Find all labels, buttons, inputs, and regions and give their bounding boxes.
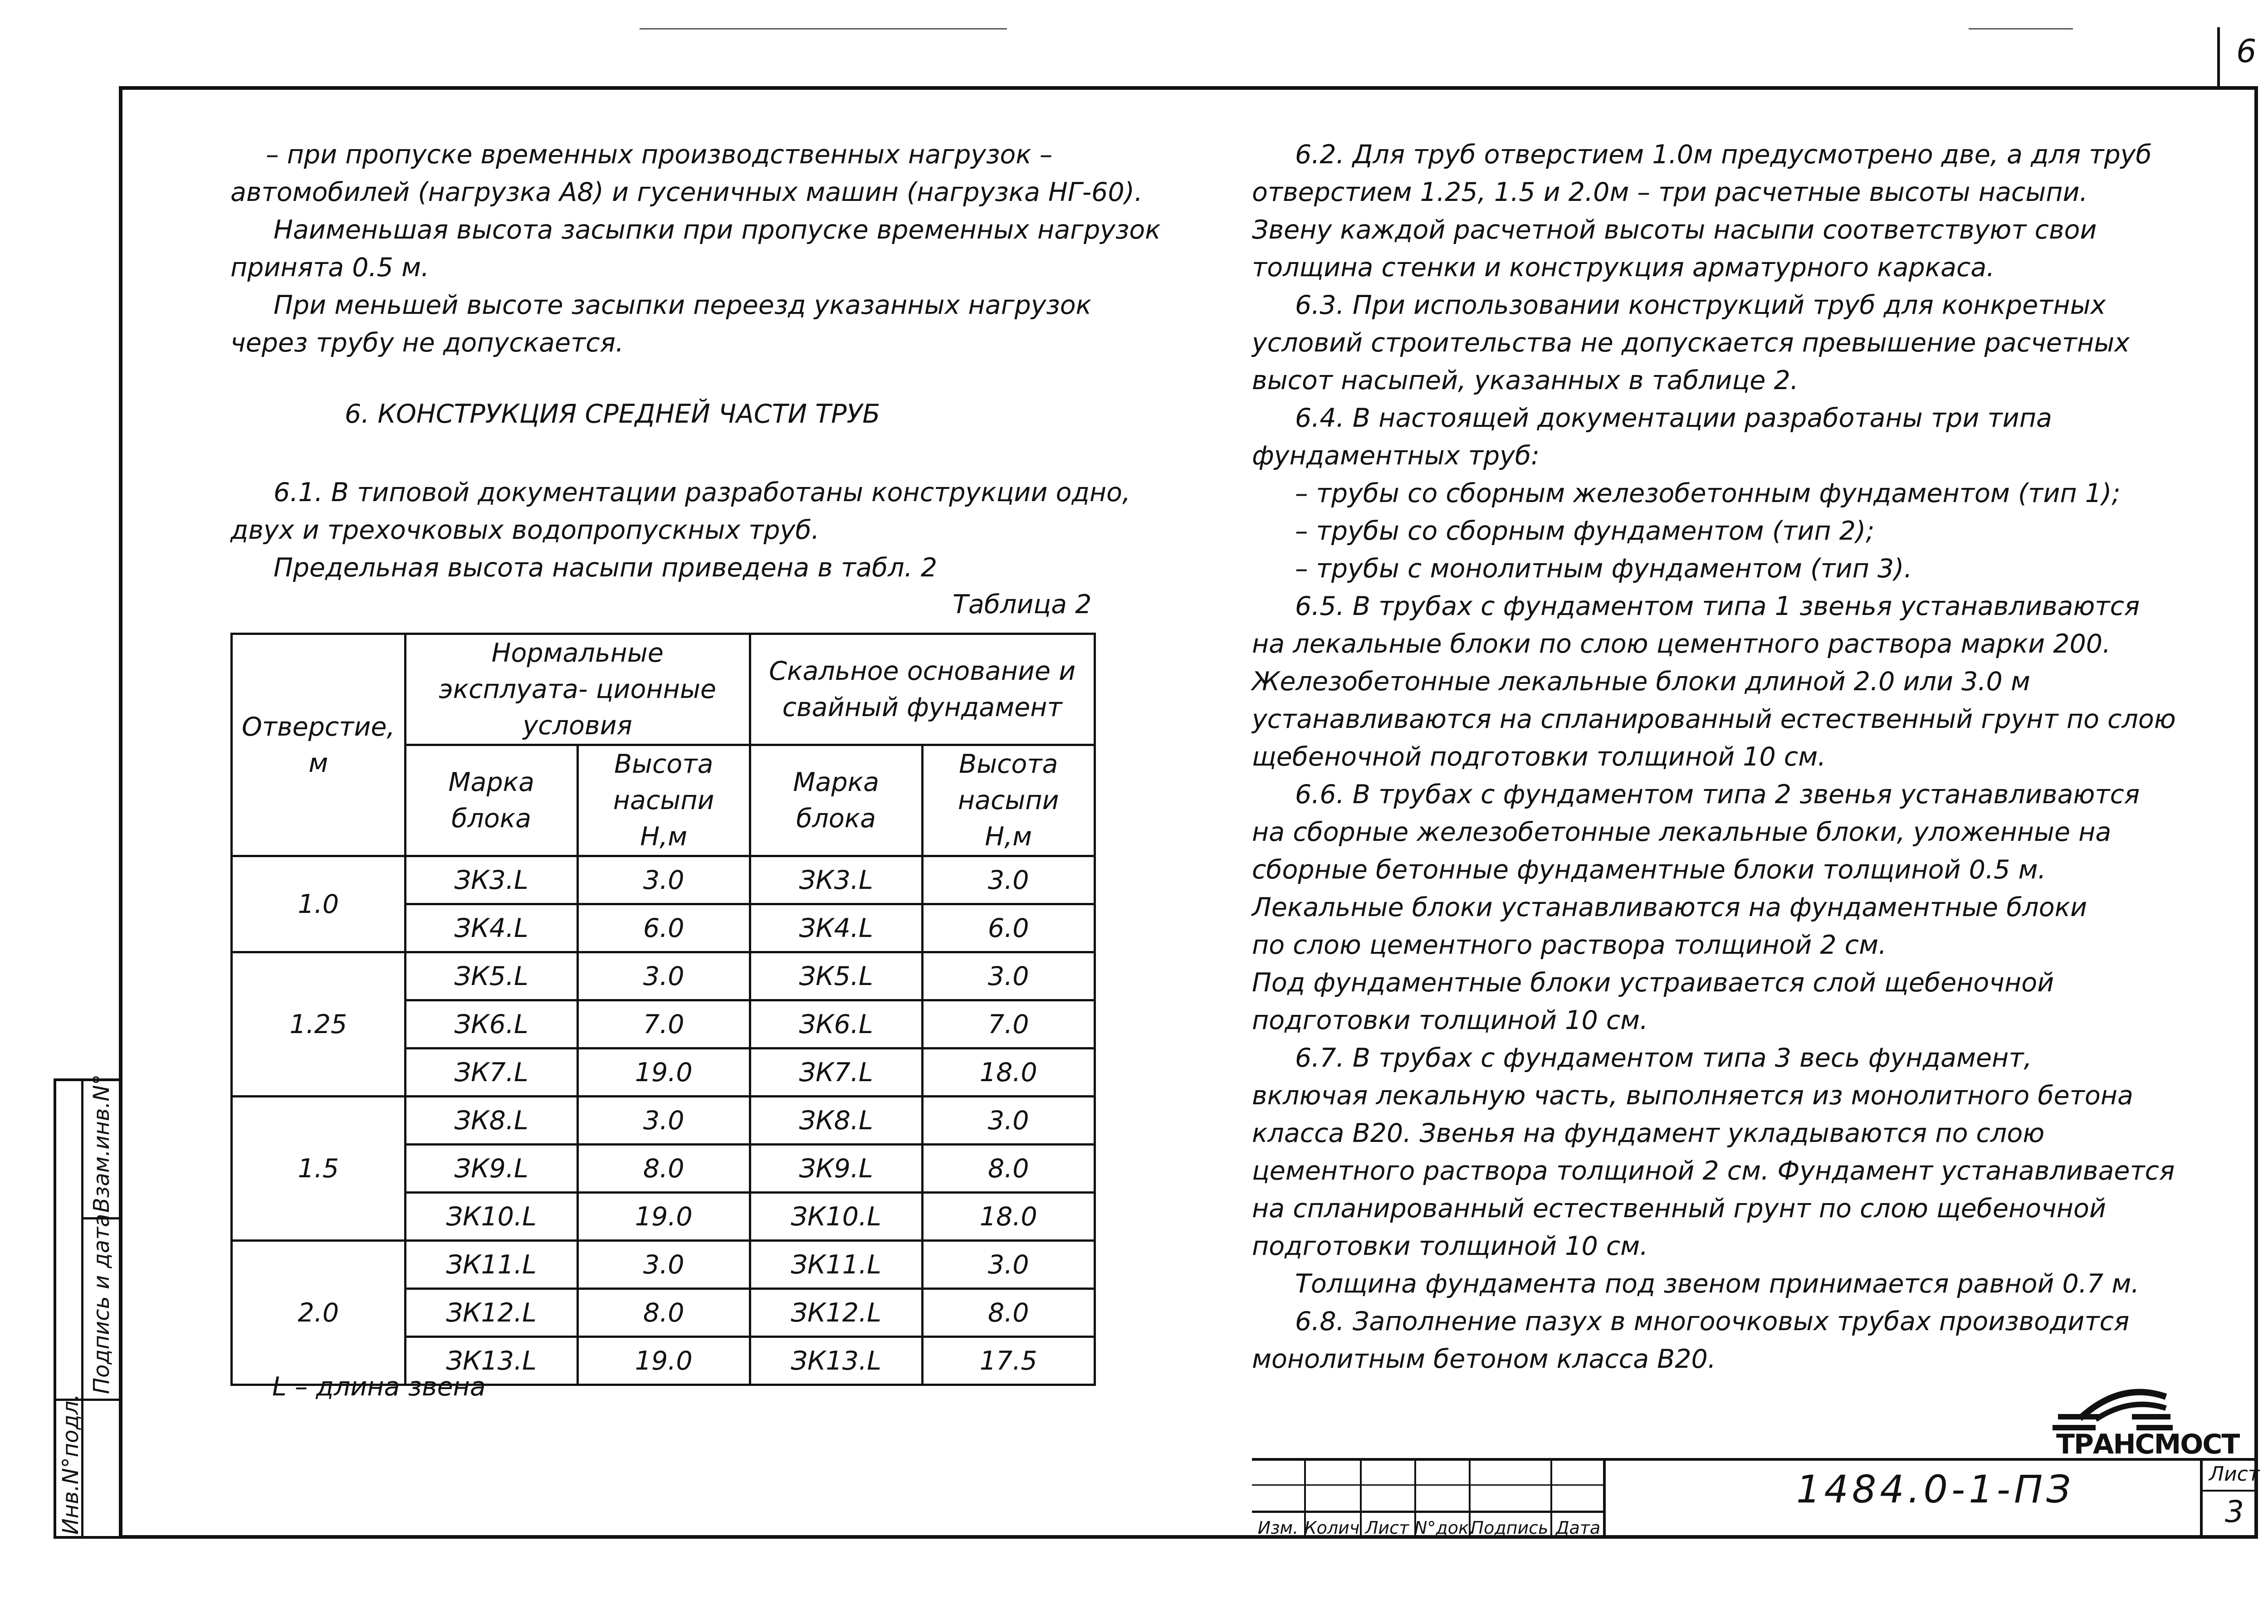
side-stamp-hline-2 (83, 1399, 119, 1401)
text-line: Предельная высота насыпи приведена в табл. 2 (274, 553, 938, 583)
stamp-label-ndok: N°док. (1414, 1518, 1474, 1538)
cell-height: 18.0 (922, 1193, 1095, 1241)
cell-height: 3.0 (577, 1097, 750, 1145)
header-height: Высота насыпи Н,м (922, 745, 1095, 856)
sheet-number: 3 (2225, 1494, 2244, 1529)
right-text (1252, 136, 2176, 1378)
text-line: 6.4. В настоящей документации разработаны три типа (1295, 403, 2052, 433)
cell-mark: ЗК13.L (750, 1337, 922, 1385)
cell-opening: 1.0 (232, 856, 406, 952)
cell-mark: ЗК10.L (405, 1193, 577, 1241)
cell-mark: ЗК12.L (750, 1289, 922, 1337)
table-2 (230, 633, 1096, 1386)
text-line: толщина стенки и конструкция арматурного каркаса. (1252, 253, 1995, 283)
cell-height: 3.0 (577, 1241, 750, 1289)
cell-mark: ЗК4.L (750, 904, 922, 952)
text-line: Толщина фундамента под звеном принимается равной 0.7 м. (1295, 1269, 2140, 1299)
header-opening: Отверстие, м (232, 634, 406, 856)
header-mark: Марка блока (405, 745, 577, 856)
page-number: 6 (2236, 33, 2257, 70)
cell-mark: ЗК8.L (750, 1097, 922, 1145)
cell-opening: 1.5 (232, 1097, 406, 1241)
document-code: 1484.0-1-ПЗ (1796, 1467, 2074, 1512)
text-line: на сборные железобетонные лекальные блоки, уложенные на (1252, 817, 2112, 847)
transmost-logo-graphic (2053, 1383, 2252, 1456)
text-line: 6.2. Для труб отверстием 1.0м предусмотрено две, а для труб (1295, 140, 2152, 170)
cell-height: 3.0 (922, 856, 1095, 904)
cell-height: 18.0 (922, 1049, 1095, 1097)
text-line: Под фундаментные блоки устраивается слой щебеночной (1252, 968, 2054, 998)
cell-height: 6.0 (922, 904, 1095, 952)
header-mark: Марка блока (750, 745, 922, 856)
title-block (1252, 1458, 2258, 1539)
table-body (232, 856, 1095, 1385)
table-note: L – длина звена (272, 1372, 486, 1402)
stamp-label-data: Дата (1555, 1518, 1601, 1538)
cell-mark: ЗК9.L (405, 1145, 577, 1193)
cell-height: 7.0 (922, 1000, 1095, 1049)
text-line: Лекальные блоки устанавливаются на фундаментные блоки (1252, 892, 2087, 922)
cell-mark: ЗК8.L (405, 1097, 577, 1145)
transmost-logo (2053, 1383, 2252, 1458)
text-line: 6.8. Заполнение пазух в многоочковых трубах производится (1295, 1307, 2130, 1336)
text-line: – трубы со сборным фундаментом (тип 2); (1295, 516, 1875, 546)
cell-mark: ЗК12.L (405, 1289, 577, 1337)
text-line: принята 0.5 м. (230, 253, 430, 283)
cell-mark: ЗК5.L (405, 952, 577, 1000)
side-stamp-orig-inv-label: Инв.N°подл. (58, 1394, 83, 1535)
header-normal-conditions: Нормальные эксплуата- ционные условия (405, 634, 750, 745)
text-line: Звену каждой расчетной высоты насыпи соответствуют свои (1252, 215, 2097, 245)
cell-mark: ЗК6.L (405, 1000, 577, 1049)
text-line: 6.5. В трубах с фундаментом типа 1 звенья устанавливаются (1295, 591, 2140, 621)
cell-mark: ЗК7.L (405, 1049, 577, 1097)
cell-height: 3.0 (577, 856, 750, 904)
cell-height: 8.0 (922, 1145, 1095, 1193)
text-line: – трубы со сборным железобетонным фундаментом (тип 1); (1295, 478, 2121, 508)
side-stamp (54, 1074, 122, 1539)
cell-height: 7.0 (577, 1000, 750, 1049)
text-line: Железобетонные лекальные блоки длиной 2.0 или 3.0 м (1252, 667, 2030, 697)
cell-height: 19.0 (577, 1193, 750, 1241)
cell-opening: 1.25 (232, 952, 406, 1097)
top-rule-right (1969, 28, 2073, 29)
cell-mark: ЗК4.L (405, 904, 577, 952)
stamp-label-kolich: Колич (1304, 1518, 1360, 1538)
cell-mark: ЗК9.L (750, 1145, 922, 1193)
cell-height: 8.0 (577, 1289, 750, 1337)
text-line: щебеночной подготовки толщиной 10 см. (1252, 742, 1826, 772)
cell-mark: ЗК6.L (750, 1000, 922, 1049)
sheet-label: Лист (2209, 1463, 2260, 1486)
text-line: монолитным бетоном класса В20. (1252, 1344, 1716, 1374)
cell-height: 8.0 (922, 1289, 1095, 1337)
stamp-label-podpis: Подпись (1471, 1518, 1549, 1538)
cell-height: 3.0 (922, 1241, 1095, 1289)
top-rule-center (640, 28, 1007, 29)
cell-mark: ЗК10.L (750, 1193, 922, 1241)
header-rock-foundation: Скальное основание и свайный фундамент (750, 634, 1095, 745)
cell-height: 19.0 (577, 1337, 750, 1385)
stamp-label-izm: Изм. (1257, 1518, 1299, 1538)
text-line: включая лекальную часть, выполняется из монолитного бетона (1252, 1081, 2133, 1111)
text-line: 6.3. При использовании конструкций труб для конкретных (1295, 290, 2106, 320)
cell-height: 6.0 (577, 904, 750, 952)
cell-mark: ЗК5.L (750, 952, 922, 1000)
table-caption: Таблица 2 (953, 590, 1092, 619)
text-line: цементного раствора толщиной 2 см. Фундамент устанавливается (1252, 1156, 2175, 1186)
section-heading: 6. КОНСТРУКЦИЯ СРЕДНЕЙ ЧАСТИ ТРУБ (345, 399, 880, 429)
text-line: При меньшей высоте засыпки переезд указанных нагрузок (274, 290, 1092, 320)
text-line: подготовки толщиной 10 см. (1252, 1231, 1648, 1261)
text-line: двух и трехочковых водопропускных труб. (230, 515, 820, 545)
cell-mark: ЗК11.L (750, 1241, 922, 1289)
text-line: через трубу не допускается. (230, 328, 624, 358)
cell-mark: ЗК13.L (405, 1337, 577, 1385)
logo-text: ТРАНСМОСТ (2056, 1429, 2239, 1456)
cell-mark: ЗК7.L (750, 1049, 922, 1097)
text-line: по слою цементного раствора толщиной 2 см. (1252, 930, 1887, 960)
left-text-section6 (230, 474, 1130, 587)
side-stamp-inv-label: Взам.инв.N° (89, 1074, 114, 1213)
text-line: – при пропуске временных производственных нагрузок – (266, 140, 1053, 170)
text-line: 6.1. В типовой документации разработаны конструкции одно, (274, 478, 1131, 507)
cell-mark: ЗК3.L (750, 856, 922, 904)
cell-mark: ЗК11.L (405, 1241, 577, 1289)
cell-height: 3.0 (922, 952, 1095, 1000)
text-line: 6.7. В трубах с фундаментом типа 3 весь фундамент, (1295, 1043, 2032, 1073)
cell-height: 19.0 (577, 1049, 750, 1097)
text-line: подготовки толщиной 10 см. (1252, 1005, 1648, 1035)
text-line: автомобилей (нагрузка А8) и гусеничных машин (нагрузка НГ-60). (230, 177, 1143, 207)
text-line: класса В20. Звенья на фундамент укладываются по слою (1252, 1118, 2045, 1148)
cell-height: 17.5 (922, 1337, 1095, 1385)
cell-height: 3.0 (577, 952, 750, 1000)
text-line: условий строительства не допускается превышение расчетных (1252, 328, 2130, 358)
left-text-top (230, 136, 1161, 362)
text-line: сборные бетонные фундаментные блоки толщиной 0.5 м. (1252, 855, 2046, 885)
text-line: – трубы с монолитным фундаментом (тип 3). (1295, 554, 1912, 584)
title-block-sheet-divider (2200, 1458, 2203, 1539)
cell-opening: 2.0 (232, 1241, 406, 1385)
cell-height: 8.0 (577, 1145, 750, 1193)
text-line: Наименьшая высота засыпки при пропуске временных нагрузок (274, 215, 1161, 245)
side-stamp-signature-label: Подпись и дата (89, 1214, 114, 1394)
text-line: на лекальные блоки по слою цементного раствора марки 200. (1252, 629, 2111, 659)
text-line: отверстием 1.25, 1.5 и 2.0м – три расчетные высоты насыпи. (1252, 177, 2088, 207)
text-line: на спланированный естественный грунт по слою щебеночной (1252, 1194, 2106, 1224)
title-block-sheet-hline (2200, 1490, 2258, 1492)
header-height: Высота насыпи Н,м (577, 745, 750, 856)
cell-mark: ЗК3.L (405, 856, 577, 904)
text-line: устанавливаются на спланированный естественный грунт по слою (1252, 704, 2176, 734)
stamp-label-list: Лист (1365, 1518, 1409, 1538)
text-line: 6.6. В трубах с фундаментом типа 2 звенья устанавливаются (1295, 780, 2140, 810)
text-line: фундаментных труб: (1252, 441, 1540, 471)
text-line: высот насыпей, указанных в таблице 2. (1252, 366, 1799, 395)
cell-height: 3.0 (922, 1097, 1095, 1145)
